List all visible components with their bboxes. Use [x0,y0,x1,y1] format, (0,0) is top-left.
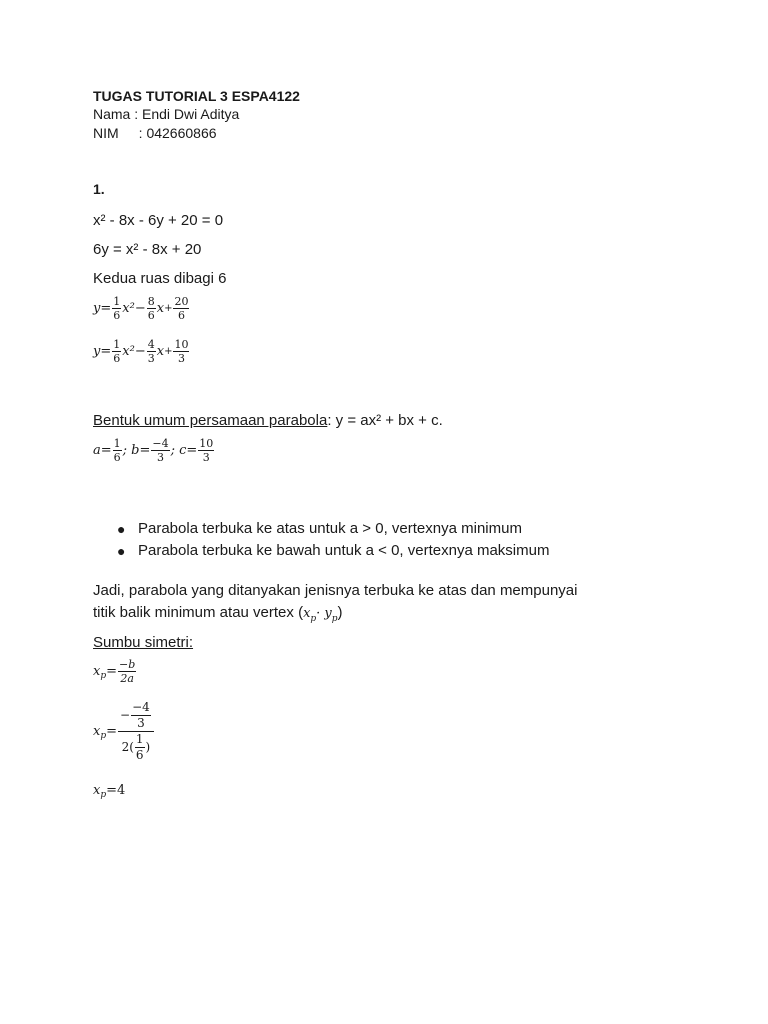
fraction [151,437,169,464]
denominator: 2a [120,672,134,685]
fraction [112,295,121,322]
equals-sign: = [100,301,112,316]
fraction [112,338,121,365]
plus-sign: + [164,303,173,314]
fraction [135,732,145,763]
bullet-text: Parabola terbuka ke atas untuk a > 0, vertexnya minimum [138,520,522,537]
list-item [93,540,549,562]
var-x: x [156,301,165,316]
numerator: 10 [199,437,214,450]
fraction [113,437,122,464]
close-paren: ) [337,604,343,621]
student-nim [93,124,217,142]
numerator: −4 [152,437,169,450]
numerator: 1 [113,437,121,450]
bullet-list [93,518,549,562]
denominator: 3 [202,451,210,464]
question-number: 1. [93,181,105,197]
var-y: y [93,301,101,316]
numerator: −b [119,658,136,671]
coefficients [93,437,215,464]
var-x: x [93,724,101,739]
minus-sign: − [134,344,146,359]
var-y: · y [316,606,332,621]
var-x-squared: x² [122,344,135,359]
fraction [147,338,156,365]
subscript-p: p [100,670,107,681]
axis-of-symmetry-label: Sumbu simetri: [93,634,194,651]
result-value: =4 [106,783,126,798]
var-x: x [93,783,101,798]
numerator: 4 [147,338,155,351]
compound-fraction [118,700,154,763]
bullet-icon: ● [117,521,126,537]
minus-sign: − [120,708,131,722]
fraction [131,700,151,731]
numerator: 10 [174,338,189,351]
numerator: −4 [132,700,150,714]
denominator: 3 [137,716,145,730]
equation-1: x² - 8x - 6y + 20 = 0 [93,212,224,229]
denominator: 3 [157,451,164,464]
var-x: x [156,344,165,359]
subscript-p: p [331,614,338,624]
equation-4 [93,338,190,365]
bullet-icon: ● [117,543,126,559]
var-x-squared: x² [122,301,135,316]
var-x: x [93,664,101,679]
subscript-p: p [100,789,107,800]
equals-sign: = [106,724,118,739]
nim-value: : 042660866 [138,125,217,141]
denominator: 6 [113,451,121,464]
subscript-p: p [100,730,107,741]
minus-sign: − [134,301,146,316]
plus-sign: + [164,346,173,357]
fraction [198,437,214,464]
equation-2: 6y = x² - 8x + 20 [93,241,202,258]
xp-substitution [93,700,155,763]
denominator: 6 [177,309,185,322]
xp-formula [93,658,137,685]
equals-sign: = [106,664,118,679]
coef-c-label: ; c= [170,443,198,458]
general-form-equation: : y = ax² + bx + c. [327,412,443,429]
denominator: 3 [147,352,155,365]
document-title: TUGAS TUTORIAL 3 ESPA4122 [93,88,300,104]
subscript-p: p [310,614,317,624]
close-paren: ) [145,740,151,754]
equals-sign: = [100,344,112,359]
coef-b-label: ; b= [122,443,151,458]
conclusion-line-1: Jadi, parabola yang ditanyakan jenisnya terbuka ke atas dan mempunyai [93,582,578,599]
nim-label: NIM [93,125,119,141]
conclusion-text: titik balik minimum atau vertex ( [93,604,304,621]
numerator: 8 [147,295,155,308]
list-item [93,518,549,540]
fraction [118,658,136,685]
fraction [147,295,156,322]
denominator: 6 [113,309,121,322]
denominator [121,732,152,763]
general-form [93,411,443,430]
xp-result [93,783,125,798]
divide-note: Kedua ruas dibagi 6 [93,270,227,287]
denominator: 6 [113,352,121,365]
conclusion-line-2 [93,603,343,625]
numerator: 20 [174,295,189,308]
general-form-label: Bentuk umum persamaan parabola [93,412,328,429]
fraction [173,338,189,365]
denominator: 6 [147,309,155,322]
numerator: 1 [113,338,121,351]
vertex-notation [303,606,338,624]
numerator: 1 [135,732,144,746]
var-x: x [303,606,311,621]
var-y: y [93,344,101,359]
denominator: 6 [135,748,144,762]
coef-a-label: a= [93,443,112,458]
student-name: Nama : Endi Dwi Aditya [93,106,240,122]
bullet-text: Parabola terbuka ke bawah untuk a < 0, vertexnya maksimum [138,542,550,559]
equation-3 [93,295,190,322]
numerator: 1 [113,295,121,308]
open-paren: 2( [121,740,134,754]
denominator: 3 [177,352,185,365]
numerator [118,700,154,732]
fraction [173,295,189,322]
